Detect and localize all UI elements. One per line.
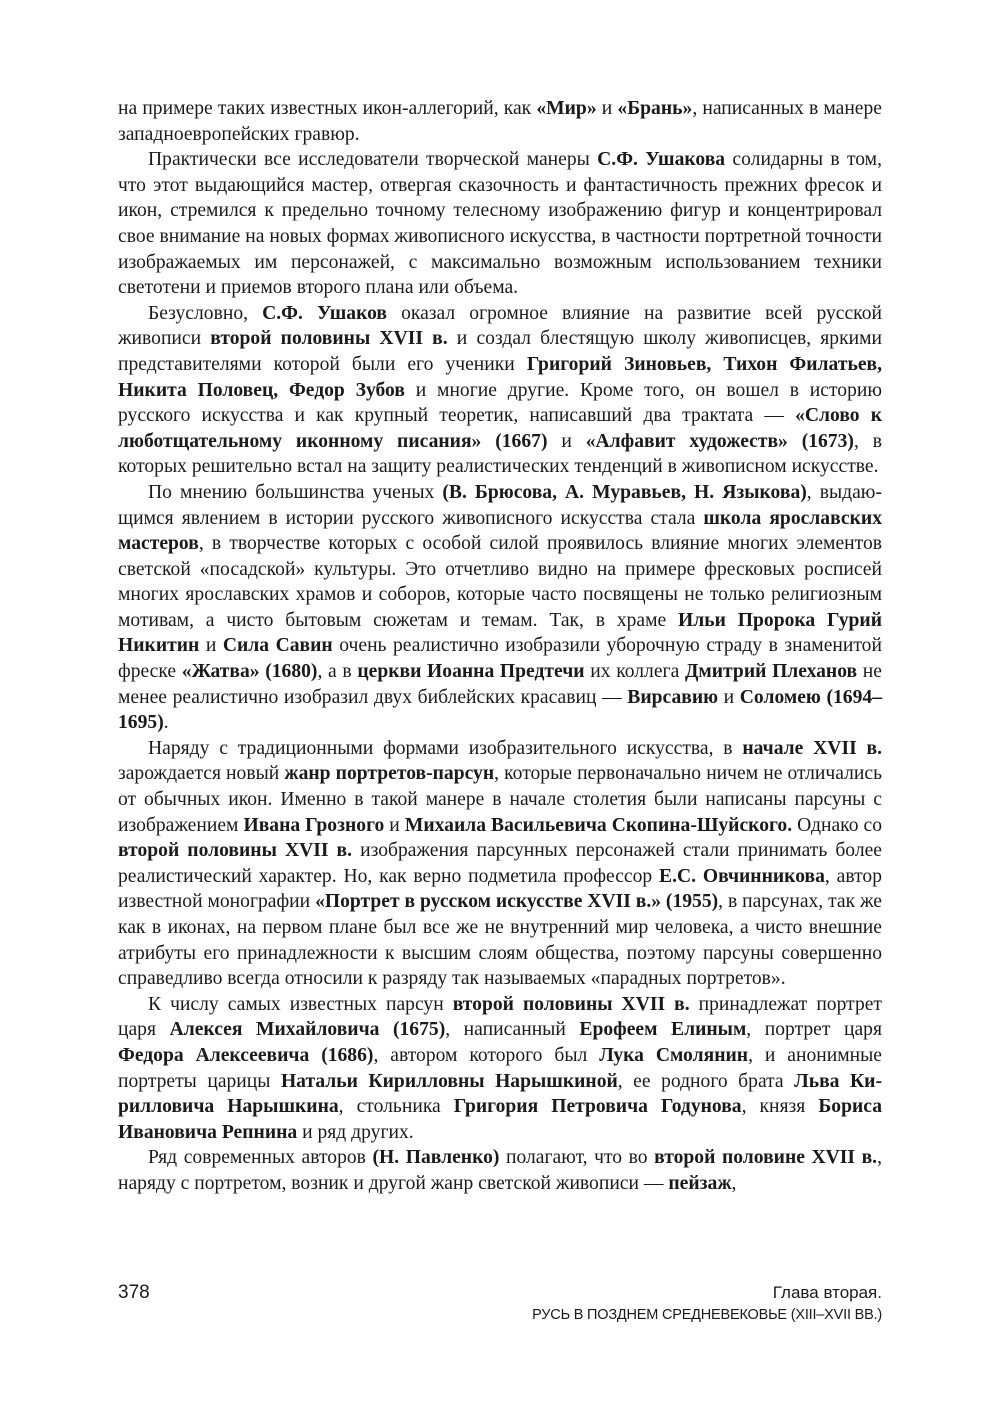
bold-term: начале XVII в.	[742, 737, 882, 759]
text-run: , написанный	[445, 1019, 580, 1041]
text-run: , а в	[317, 661, 358, 683]
paragraph-7	[118, 1145, 882, 1196]
text-run: и	[384, 814, 405, 836]
text-run: и	[547, 430, 586, 452]
paragraph-3	[118, 301, 882, 480]
bold-term: Алексея Михайловича (1675)	[169, 1019, 446, 1041]
bold-term: второй половине XVII в.	[654, 1147, 878, 1169]
bold-term: Ильи Пророка Гурий Никитин	[118, 609, 882, 657]
text-run: , и анонимные портреты царицы	[118, 1044, 882, 1092]
text-run: солидарны в том, что этот выдающийся мастер, отвергая сказочность и фантастичность прежних фресок и икон, стремился к предельно точному телесному изображению фигур и концентрировал свое внимание на новых формах живописного искусства, в частности портретной точности изображаемых им персонажей, с максимально возможным использованием техники светотени и приемов второго плана или объема.	[118, 149, 882, 299]
text-run: и ряд других.	[297, 1121, 414, 1143]
text-run: и	[199, 635, 223, 657]
page-number: 378	[118, 1282, 150, 1303]
text-run: , в которых решительно встал на защиту реалистических тенденций в живописном искусстве.	[118, 430, 882, 478]
text-run: , в творчестве которых с особой силой проявилось влияние многих элементов светской «посадской» культуры. Это отчетливо видно на примере фресковых росписей многих ярославских храмов и соборов, которые часто посвящены не только религиозным мотивам, а чисто бытовым сюжетам и темам. Так, в храме	[118, 533, 882, 631]
text-run: , написанных в манере западноевропейских гравюр.	[118, 98, 882, 145]
text-run: , в парсунах, так же как в иконах, на первом плане был все же не внутренний мир человека, а чисто внешние атрибуты его принадлежности к высшим слоям общества, поэтому парсуны совершенно справедливо всегда относили к разряду так называемых «парадных портретов».	[118, 891, 883, 990]
text-run: ,	[731, 1172, 737, 1194]
text-run: , князя	[741, 1096, 819, 1118]
bold-term: Лука Смолянин	[599, 1044, 749, 1066]
bold-term: Льва Кирилловича Нарышкина	[118, 1070, 882, 1118]
text-run: , автор известной монографии	[118, 865, 882, 913]
bold-term: «Портрет в русском искусстве XVII в.» (1955)	[315, 891, 719, 913]
bold-term: Бориса Ивановича Репнина	[118, 1096, 882, 1143]
paragraph-4	[118, 480, 882, 736]
text-run: и	[596, 98, 618, 119]
text-run: Ряд современных авторов	[148, 1147, 373, 1169]
bold-term: «Брань»	[617, 98, 693, 119]
bold-term: «Мир»	[536, 98, 597, 119]
text-run: Практически все исследователи творческой манеры	[148, 149, 598, 171]
paragraph-6	[118, 992, 882, 1146]
bold-term: Е.С. Овчинникова	[659, 865, 825, 887]
bold-term: Сила Савин	[222, 635, 333, 657]
paragraph-5	[118, 736, 882, 992]
bold-term: «Слово к люботщательному иконному писания» (1667)	[118, 405, 882, 452]
text-run: на примере таких известных икон-аллегорий, как	[118, 98, 537, 119]
text-run: их коллега	[584, 661, 685, 683]
bold-term: Соломею (1694–1695)	[118, 686, 882, 734]
text-run: полагают, что во	[499, 1147, 655, 1169]
text-run: , которые первоначально ничем не отличались от обычных икон. Именно в такой манере в начале столетия были написаны парсуны с изображением	[118, 763, 883, 836]
text-run: По мнению большинства ученых	[148, 481, 443, 503]
text-run: изображения парсунных персонажей стали принимать более реалистический характер. Но, как верно подметила профессор	[118, 840, 882, 887]
bold-term: второй половины XVII в.	[452, 993, 690, 1015]
bold-term: Ивана Грозного	[243, 814, 385, 836]
text-run: , стольника	[338, 1096, 454, 1118]
bold-term: Дмитрий Плеханов	[684, 661, 858, 683]
text-run: Однако со	[792, 814, 883, 836]
bold-term: (Н. Павленко)	[372, 1147, 500, 1169]
bold-term: (В. Брюсова, А. Муравьев, Н. Языкова)	[442, 481, 807, 503]
text-run: и создал блестящую школу живописцев, яркими представителями которой были его ученики	[118, 328, 882, 375]
bold-term: Григорий Зиновьев, Тихон Филатьев, Никита Половец, Федор Зубов	[118, 353, 882, 401]
chapter-subtitle: РУСЬ В ПОЗДНЕМ СРЕДНЕВЕКОВЬЕ (XIII–XVII ВВ.)	[532, 1307, 882, 1323]
bold-term: второй половины XVII в.	[210, 328, 448, 350]
bold-term: Натальи Кирилловны Нарышкиной	[280, 1070, 618, 1092]
text-run: , выдающимся явлением в истории русского живописного искусства стала	[118, 481, 882, 529]
bold-term: школа ярославских мастеров	[118, 507, 882, 555]
page-body	[118, 96, 882, 1197]
text-run: оказал огромное влияние на развитие всей русской живописи	[118, 302, 882, 350]
text-run: , наряду с портретом, возник и другой жанр светской живописи —	[118, 1147, 882, 1194]
text-run: Безусловно,	[148, 302, 263, 324]
bold-term: «Алфавит художеств» (1673)	[585, 430, 854, 452]
running-head	[532, 1282, 882, 1326]
text-run: очень реалистично изобразили уборочную страду в знаменитой фреске	[118, 635, 882, 683]
bold-term: Григория Петровича Годунова	[453, 1096, 742, 1118]
bold-term: С.Ф. Ушаков	[262, 302, 387, 324]
text-run: , портрет царя	[746, 1019, 882, 1041]
bold-term: пейзаж	[668, 1172, 732, 1194]
paragraph-1	[118, 96, 882, 147]
text-run: зарождается новый	[118, 763, 285, 785]
bold-term: Ерофеем Елиным	[579, 1019, 747, 1041]
bold-term: Михаила Васильевича Скопина-Шуйского.	[404, 814, 793, 836]
bold-term: второй половины XVII в.	[118, 840, 353, 862]
bold-term: Федора Алексеевича (1686)	[118, 1044, 374, 1066]
bold-term: «Жатва» (1680)	[181, 661, 318, 683]
text-run: , автором которого был	[373, 1044, 600, 1066]
text-run: и многие другие. Кроме того, он вошел в историю русского искусства и как крупный теоретик, написавший два трактата —	[118, 379, 882, 427]
text-run: не менее реалистично изобразил двух библейских красавиц —	[118, 661, 882, 708]
text-run: Наряду с традиционными формами изобразительного искусства, в	[148, 737, 743, 759]
chapter-label: Глава вторая.	[772, 1283, 882, 1302]
text-run: К числу самых известных парсун	[148, 993, 453, 1015]
text-run: и	[718, 686, 740, 708]
bold-term: С.Ф. Ушакова	[597, 149, 726, 171]
text-run: , ее родного брата	[617, 1070, 795, 1092]
text-run: принадлежат портрет царя	[118, 993, 882, 1041]
bold-term: церкви Иоанна Предтечи	[357, 661, 585, 683]
bold-term: Вирсавию	[627, 686, 719, 708]
text-run: .	[163, 712, 169, 734]
paragraph-2	[118, 147, 882, 301]
bold-term: жанр портретов-парсун	[284, 763, 495, 785]
page-footer	[118, 1282, 882, 1342]
